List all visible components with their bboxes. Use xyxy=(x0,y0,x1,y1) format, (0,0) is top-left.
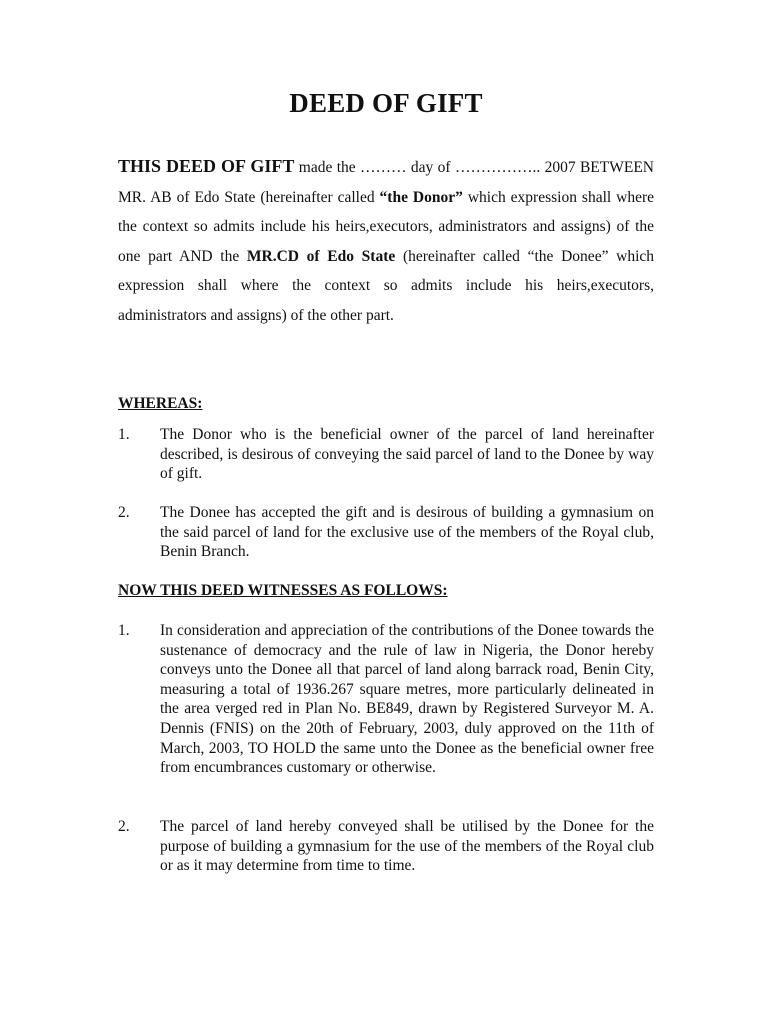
item-text: In consideration and appreciation of the contributions of the Donee towards the sustenance of democracy and the rule of law in Nigeria, the Donor hereby conveys unto the Donee all that parcel of land along barrack road, Benin City, measuring a total of 1936.267 square metres, more particularly delineated in the area verged red in Plan No. BE849, drawn by Registered Surveyor M. A. Dennis (FNIS) on the 20th of February, 2003, duly approved on the 11th of March, 2003, TO HOLD the same unto the Donee as the beneficial owner free from encumbrances customary or otherwise. xyxy=(160,622,654,777)
document-title: DEED OF GIFT xyxy=(289,88,483,118)
donee-name: MR.CD of Edo State xyxy=(246,247,396,265)
intro-text-2: which expression shall where the context so admits include his heirs,executors, administrators and assigns) of the one part AND the xyxy=(118,188,655,265)
intro-text-1: made the ……… day of …………….. 2007 BETWEEN MR. AB of Edo State (hereinafter called xyxy=(118,159,655,206)
item-text: The Donor who is the beneficial owner of the parcel of land hereinafter described, is desirous of conveying the said parcel of land to the Donee by way of gift. xyxy=(160,426,654,483)
intro-paragraph xyxy=(118,152,654,331)
item-text: The Donee has accepted the gift and is desirous of building a gymnasium on the said parcel of land for the exclusive use of the members of the Royal club, Benin Branch. xyxy=(160,504,654,561)
item-number: 2. xyxy=(118,818,130,835)
item-text: The parcel of land hereby conveyed shall be utilised by the Donee for the purpose of building a gymnasium for the use of the members of the Royal club or as it may determine from time to time. xyxy=(160,818,654,875)
item-number: 2. xyxy=(118,504,130,521)
item-number: 1. xyxy=(118,426,130,443)
intro-text-3: (hereinafter called “the Donee” which expression shall where the context so admits include his heirs,executors, administrators and assigns) of the other part. xyxy=(118,247,655,324)
item-number: 1. xyxy=(118,622,130,639)
whereas-heading: WHEREAS: xyxy=(118,395,203,412)
witnesses-heading: NOW THIS DEED WITNESSES AS FOLLOWS: xyxy=(118,582,448,599)
donor-term: “the Donor” xyxy=(379,188,463,206)
intro-lead: THIS DEED OF GIFT xyxy=(118,156,295,176)
